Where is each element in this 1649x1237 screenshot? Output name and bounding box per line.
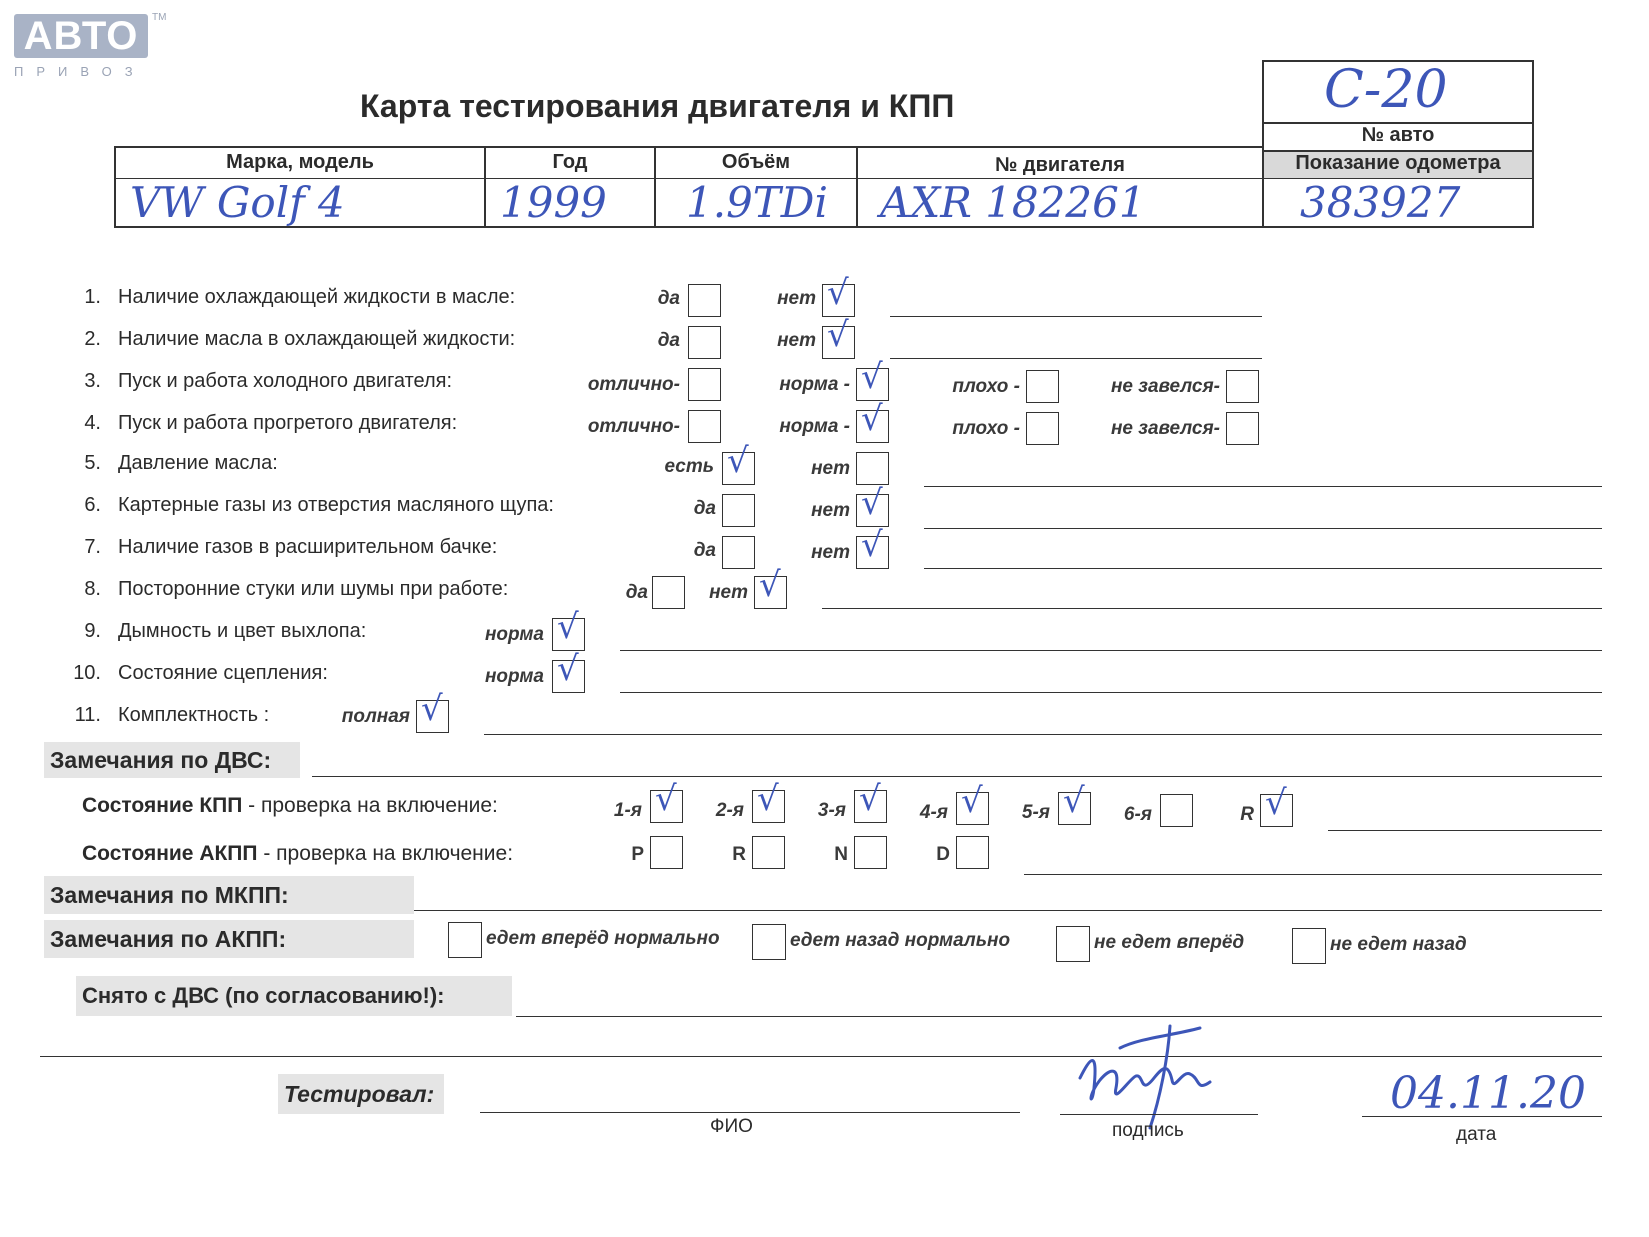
year-cell [484, 146, 656, 228]
checkbox-mode-r[interactable] [752, 836, 785, 869]
remarks-mkpp-line [414, 910, 1602, 911]
gear-label: 3-я [817, 800, 846, 821]
checkbox-q7-yes[interactable] [722, 536, 755, 569]
option-label: нет [777, 288, 816, 309]
check-mark: √ [861, 399, 883, 439]
checkbox-q9-normal[interactable] [552, 607, 585, 651]
mode-label: N [834, 844, 848, 865]
question-number: 3. [84, 370, 101, 392]
checkbox-q4-no-start[interactable] [1226, 412, 1259, 445]
check-mark: √ [1265, 783, 1287, 823]
check-mark: √ [827, 273, 849, 313]
kpp-row-label: Состояние КПП - проверка на включение: [82, 794, 498, 817]
checkbox-q2-no[interactable] [822, 315, 855, 359]
drive-option-label: едет назад нормально [790, 930, 1011, 951]
checkbox-not-forward[interactable] [1056, 926, 1090, 962]
fio-caption: ФИО [710, 1116, 753, 1137]
checkbox-mode-n[interactable] [854, 836, 887, 869]
check-mark: √ [557, 649, 579, 689]
fio-line [480, 1112, 1020, 1113]
notes-line [620, 650, 1602, 651]
signature-caption: подпись [1112, 1120, 1184, 1141]
question-text: Дымность и цвет выхлопа: [118, 620, 367, 642]
check-mark: √ [557, 607, 579, 647]
checkbox-drives-backward[interactable] [752, 924, 786, 960]
notes-line [890, 358, 1262, 359]
odometer-value: 383927 [1300, 178, 1461, 227]
option-label: нет [777, 330, 816, 351]
akpp-notes-line [1024, 874, 1602, 875]
option-label: не завелся- [1110, 418, 1220, 439]
checkbox-gear-2[interactable] [752, 779, 785, 823]
odometer-header: Показание одометра [1264, 152, 1532, 178]
question-number: 10. [73, 662, 101, 684]
checkbox-q3-excellent[interactable] [688, 368, 721, 401]
auto-number-header-cell [1262, 122, 1534, 152]
checkbox-q3-normal[interactable] [856, 357, 889, 401]
option-label: есть [664, 456, 714, 477]
option-label: отлично- [587, 374, 680, 395]
check-mark: √ [759, 565, 781, 605]
checkbox-q6-yes[interactable] [722, 494, 755, 527]
question-text: Пуск и работа холодного двигателя: [118, 370, 453, 392]
check-mark: √ [655, 779, 677, 819]
option-label: да [657, 288, 680, 309]
option-label: нет [811, 500, 850, 521]
checkbox-q8-yes[interactable] [652, 576, 685, 609]
engine-number-cell [856, 146, 1264, 228]
checkbox-q6-no[interactable] [856, 483, 889, 527]
gear-label: 6-я [1123, 804, 1152, 825]
tested-by-label: Тестировал: [278, 1074, 444, 1114]
question-number: 2. [84, 328, 101, 350]
gear-label: 2-я [715, 800, 744, 821]
checkbox-gear-1[interactable] [650, 779, 683, 823]
gear-label: 1-я [613, 800, 642, 821]
checkbox-q3-bad[interactable] [1026, 370, 1059, 403]
question-number: 1. [84, 286, 101, 308]
question-text: Наличие газов в расширительном бачке: [118, 536, 498, 558]
gear-label: R [1240, 804, 1254, 825]
question-number: 7. [84, 536, 101, 558]
option-label: да [625, 582, 648, 603]
question-text: Наличие масла в охлаждающей жидкости: [118, 328, 516, 350]
remarks-mkpp-label: Замечания по МКПП: [44, 876, 414, 914]
date-caption: дата [1456, 1124, 1497, 1145]
checkbox-mode-d[interactable] [956, 836, 989, 869]
remarks-engine-line [312, 776, 1602, 777]
checkbox-q4-excellent[interactable] [688, 410, 721, 443]
question-text: Комплектность : [118, 704, 270, 726]
test-date-value: 04.11.20 [1390, 1068, 1586, 1119]
removed-parts-line [516, 1016, 1602, 1017]
checkbox-q8-no[interactable] [754, 565, 787, 609]
check-mark: √ [757, 779, 779, 819]
brand-header: Марка, модель [226, 151, 374, 173]
volume-header: Объём [721, 151, 791, 173]
option-label: да [693, 540, 716, 561]
year-header: Год [552, 151, 588, 173]
logo-trademark: TM [152, 12, 167, 23]
option-label: полная [341, 706, 410, 727]
check-mark: √ [861, 525, 883, 565]
mode-label: R [732, 844, 746, 865]
check-mark: √ [1063, 781, 1085, 821]
volume-cell [654, 146, 858, 228]
mode-label: P [631, 844, 644, 865]
option-label: плохо - [952, 376, 1020, 397]
checkbox-gear-6[interactable] [1160, 794, 1193, 827]
option-label: нет [709, 582, 748, 603]
checkbox-q4-normal[interactable] [856, 399, 889, 443]
question-text: Посторонние стуки или шумы при работе: [118, 578, 509, 600]
question-text: Наличие охлаждающей жидкости в масле: [118, 286, 516, 308]
checkbox-gear-4[interactable] [956, 781, 989, 825]
question-number: 4. [84, 412, 101, 434]
check-mark: √ [421, 689, 443, 729]
kpp-notes-line [1328, 830, 1602, 831]
checkbox-q7-no[interactable] [856, 525, 889, 569]
brand-value: VW Golf 4 [130, 178, 345, 227]
checkbox-q5-absent[interactable] [856, 452, 889, 485]
removed-parts-line-2 [40, 1056, 1602, 1057]
logo-subtitle: ПРИВОЗ [14, 64, 146, 79]
question-number: 6. [84, 494, 101, 516]
date-line [1362, 1116, 1602, 1117]
signature-line [1060, 1114, 1258, 1115]
checkbox-q1-yes[interactable] [688, 284, 721, 317]
option-label: норма - [779, 416, 850, 437]
akpp-row-label: Состояние АКПП - проверка на включение: [82, 842, 514, 865]
year-value: 1999 [500, 178, 607, 227]
notes-line [924, 486, 1602, 487]
drive-option-label: едет вперёд нормально [486, 928, 720, 949]
remarks-engine-label: Замечания по ДВС: [44, 742, 300, 778]
gear-label: 4-я [919, 802, 948, 823]
company-logo [14, 12, 167, 89]
odometer-cell [1262, 150, 1534, 228]
option-label: не завелся- [1110, 376, 1220, 397]
notes-line [484, 734, 1602, 735]
auto-number-value: С-20 [1324, 60, 1448, 120]
option-label: норма [484, 666, 544, 687]
checkbox-q4-bad[interactable] [1026, 412, 1059, 445]
option-label: норма - [779, 374, 850, 395]
option-label: отлично- [587, 416, 680, 437]
question-text: Давление масла: [118, 452, 278, 474]
option-label: да [693, 498, 716, 519]
volume-value: 1.9TDi [686, 178, 828, 227]
mode-label: D [936, 844, 950, 865]
check-mark: √ [861, 357, 883, 397]
document-title: Карта тестирования двигателя и КПП [360, 88, 955, 124]
engine-number-header: № двигателя [995, 154, 1125, 176]
notes-line [822, 608, 1602, 609]
question-number: 11. [74, 704, 101, 726]
removed-parts-label: Снято с ДВС (по согласованию!): [76, 976, 512, 1016]
checkbox-drives-forward[interactable] [448, 922, 482, 958]
question-text: Картерные газы из отверстия масляного щупа: [118, 494, 554, 516]
brand-cell [114, 146, 486, 228]
question-text: Пуск и работа прогретого двигателя: [118, 412, 458, 434]
notes-line [924, 528, 1602, 529]
option-label: нет [811, 458, 850, 479]
checkbox-q3-no-start[interactable] [1226, 370, 1259, 403]
checkbox-q5-present[interactable] [722, 441, 755, 485]
drive-option-label: не едет вперёд [1094, 932, 1245, 953]
checkbox-gear-3[interactable] [854, 779, 887, 823]
option-label: норма [484, 624, 544, 645]
checkbox-q10-normal[interactable] [552, 649, 585, 693]
check-mark: √ [727, 441, 749, 481]
question-number: 9. [84, 620, 101, 642]
check-mark: √ [827, 315, 849, 355]
drive-option-label: не едет назад [1330, 934, 1467, 955]
engine-number-value: AXR 182261 [880, 178, 1146, 227]
checkbox-q1-no[interactable] [822, 273, 855, 317]
checkbox-q11-complete[interactable] [416, 689, 449, 733]
option-label: да [657, 330, 680, 351]
checkbox-gear-reverse[interactable] [1260, 783, 1293, 827]
question-text: Состояние сцепления: [118, 662, 328, 684]
checkbox-q2-yes[interactable] [688, 326, 721, 359]
notes-line [890, 316, 1262, 317]
auto-number-header: № авто [1361, 124, 1435, 146]
question-number: 5. [84, 452, 101, 474]
check-mark: √ [861, 483, 883, 523]
auto-number-box [1262, 60, 1534, 124]
checkbox-mode-p[interactable] [650, 836, 683, 869]
gear-label: 5-я [1021, 802, 1050, 823]
logo-mark: АВТО [14, 14, 148, 58]
check-mark: √ [961, 781, 983, 821]
notes-line [924, 568, 1602, 569]
checkbox-gear-5[interactable] [1058, 781, 1091, 825]
option-label: нет [811, 542, 850, 563]
check-mark: √ [859, 779, 881, 819]
question-number: 8. [84, 578, 101, 600]
option-label: плохо - [952, 418, 1020, 439]
remarks-akpp-label: Замечания по АКПП: [44, 920, 414, 958]
checkbox-not-backward[interactable] [1292, 928, 1326, 964]
notes-line [620, 692, 1602, 693]
